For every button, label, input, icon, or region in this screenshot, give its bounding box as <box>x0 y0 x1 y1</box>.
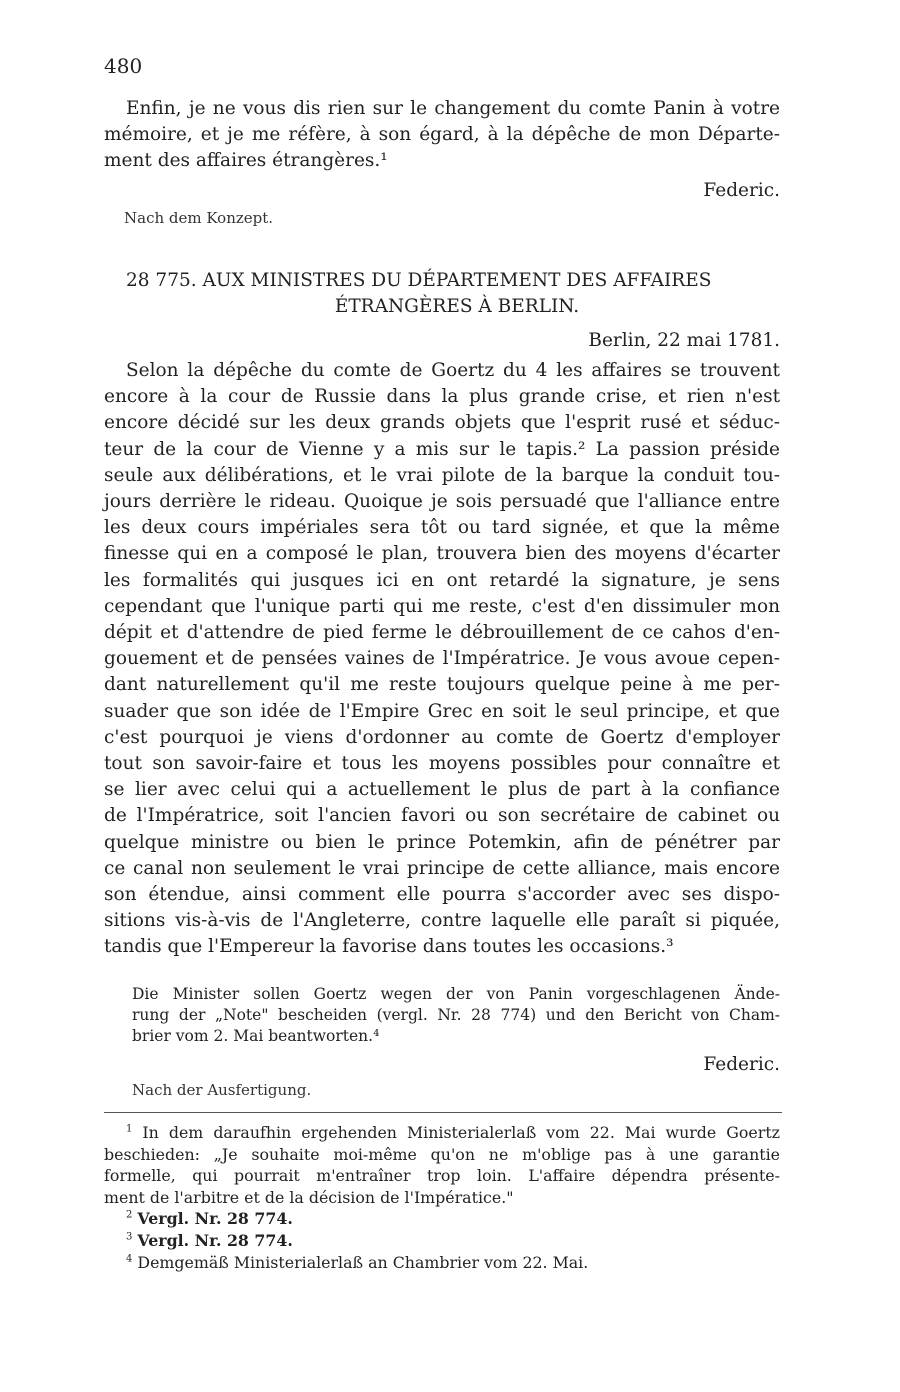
footnote-line <box>104 1230 780 1252</box>
body-line: encore décidé sur les deux grands objets que l'esprit rusé et séduc- <box>104 412 780 434</box>
body-line: jours derrière le rideau. Quoique je sois persuadé que l'alliance entre <box>104 491 780 513</box>
note-line: Die Minister sollen Goertz wegen der von Panin vorgeschlagenen Ände- <box>132 985 780 1003</box>
footnote-mark: 3 <box>126 1231 133 1243</box>
footnote-text: Vergl. Nr. 28 774. <box>137 1209 293 1229</box>
body-line: seule aux délibérations, et le vrai pilote de la barque la conduit tou- <box>104 464 780 486</box>
footnote-4 <box>104 1252 780 1274</box>
footnote-mark: 4 <box>126 1253 133 1265</box>
body-line: dant naturellement qu'il me reste toujours quelque peine à me per- <box>104 674 780 696</box>
document-date: Berlin, 22 mai 1781. <box>588 330 780 351</box>
document-signature: Federic. <box>703 1054 780 1075</box>
body-line: cependant que l'unique parti qui me reste, c'est d'en dissimuler mon <box>104 595 780 617</box>
body-line: de l'Impératrice, soit l'ancien favori ou son secrétaire de cabinet ou <box>104 805 780 827</box>
footnote-mark: 1 <box>126 1123 133 1135</box>
intro-paragraph <box>104 96 780 175</box>
editorial-note <box>132 984 780 1047</box>
body-line: gouement et de pensées vaines de l'Impératrice. Je vous avoue cepen- <box>104 648 780 670</box>
body-line: les deux cours impériales sera tôt ou tard signée, et que la même <box>104 517 780 539</box>
body-line: quelque ministre ou bien le prince Potemkin, afin de pénétrer par <box>104 831 780 853</box>
body-line: finesse qui en a composé le plan, trouvera bien des moyens d'écarter <box>104 543 780 565</box>
body-line: dépit et d'attendre de pied ferme le débrouillement de ce cahos d'en- <box>104 622 780 644</box>
body-line: ce canal non seulement le vrai principe de cette alliance, mais encore <box>104 857 780 879</box>
intro-source-note: Nach dem Konzept. <box>124 209 274 227</box>
body-line: Selon la dépêche du comte de Goertz du 4 les affaires se trouvent <box>126 360 780 381</box>
body-line: son étendue, ainsi comment elle pourra s'accorder avec ses dispo- <box>104 884 780 906</box>
intro-signature: Federic. <box>703 180 780 201</box>
page-number: 480 <box>104 54 143 78</box>
heading-line-2: ÉTRANGÈRES À BERLIN. <box>334 296 580 317</box>
footnote-2 <box>104 1208 780 1230</box>
body-line: suader que son idée de l'Empire Grec en soit le seul principe, et que <box>104 700 780 722</box>
body-line: se lier avec celui qui a actuellement le plus de part à la confiance <box>104 779 780 801</box>
footnote-3 <box>104 1230 780 1252</box>
footnote-line: beschieden: „Je souhaite moi-même qu'on ne m'oblige pas à une garantie <box>104 1144 780 1164</box>
body-line: tandis que l'Empereur la favorise dans toutes les occasions.³ <box>104 936 674 958</box>
heading-line-1: 28 775. AUX MINISTRES DU DÉPARTEMENT DES AFFAIRES <box>126 270 712 291</box>
footnote-line: ment de l'arbitre et de la décision de l'Impératice." <box>104 1187 514 1207</box>
footnote-mark: 2 <box>126 1210 133 1222</box>
document-body <box>104 358 780 961</box>
footnote-divider <box>104 1112 782 1113</box>
body-line: teur de la cour de Vienne y a mis sur le tapis.² La passion préside <box>104 438 780 460</box>
footnote-line: formelle, qui pourrait m'entraîner trop loin. L'affaire dépendra présente- <box>104 1166 780 1186</box>
note-line: rung der „Note" bescheiden (vergl. Nr. 28 774) und den Bericht von Cham- <box>132 1006 780 1024</box>
body-line: tout son savoir-faire et tous les moyens possibles pour connaître et <box>104 753 780 775</box>
footnote-1 <box>104 1122 780 1208</box>
footnote-line <box>104 1208 780 1230</box>
footnotes <box>104 1122 780 1273</box>
footnote-line <box>104 1252 780 1274</box>
footnote-text: Vergl. Nr. 28 774. <box>137 1230 293 1250</box>
note-line: brier vom 2. Mai beantworten.⁴ <box>132 1027 380 1045</box>
body-line: encore à la cour de Russie dans la plus grande crise, et rien n'est <box>104 386 780 408</box>
footnote-line <box>104 1122 780 1144</box>
document-source-note: Nach der Ausfertigung. <box>132 1081 312 1099</box>
body-line: sitions vis-à-vis de l'Angleterre, contre laquelle elle paraît si piquée, <box>104 910 780 932</box>
body-line: c'est pourquoi je viens d'ordonner au comte de Goertz d'employer <box>104 726 780 748</box>
footnote-text: In dem daraufhin ergehenden Ministerialerlaß vom 22. Mai wurde Goertz <box>142 1123 780 1142</box>
footnote-text: Demgemäß Ministerialerlaß an Chambrier vom 22. Mai. <box>137 1252 589 1272</box>
document-heading <box>104 268 780 320</box>
intro-line: ment des affaires étrangères.¹ <box>104 150 388 172</box>
body-line: les formalités qui jusques ici en ont retardé la signature, je sens <box>104 569 780 591</box>
intro-line: Enfin, je ne vous dis rien sur le changement du comte Panin à votre <box>126 98 780 119</box>
intro-line: mémoire, et je me réfère, à son égard, à la dépêche de mon Départe- <box>104 124 780 146</box>
